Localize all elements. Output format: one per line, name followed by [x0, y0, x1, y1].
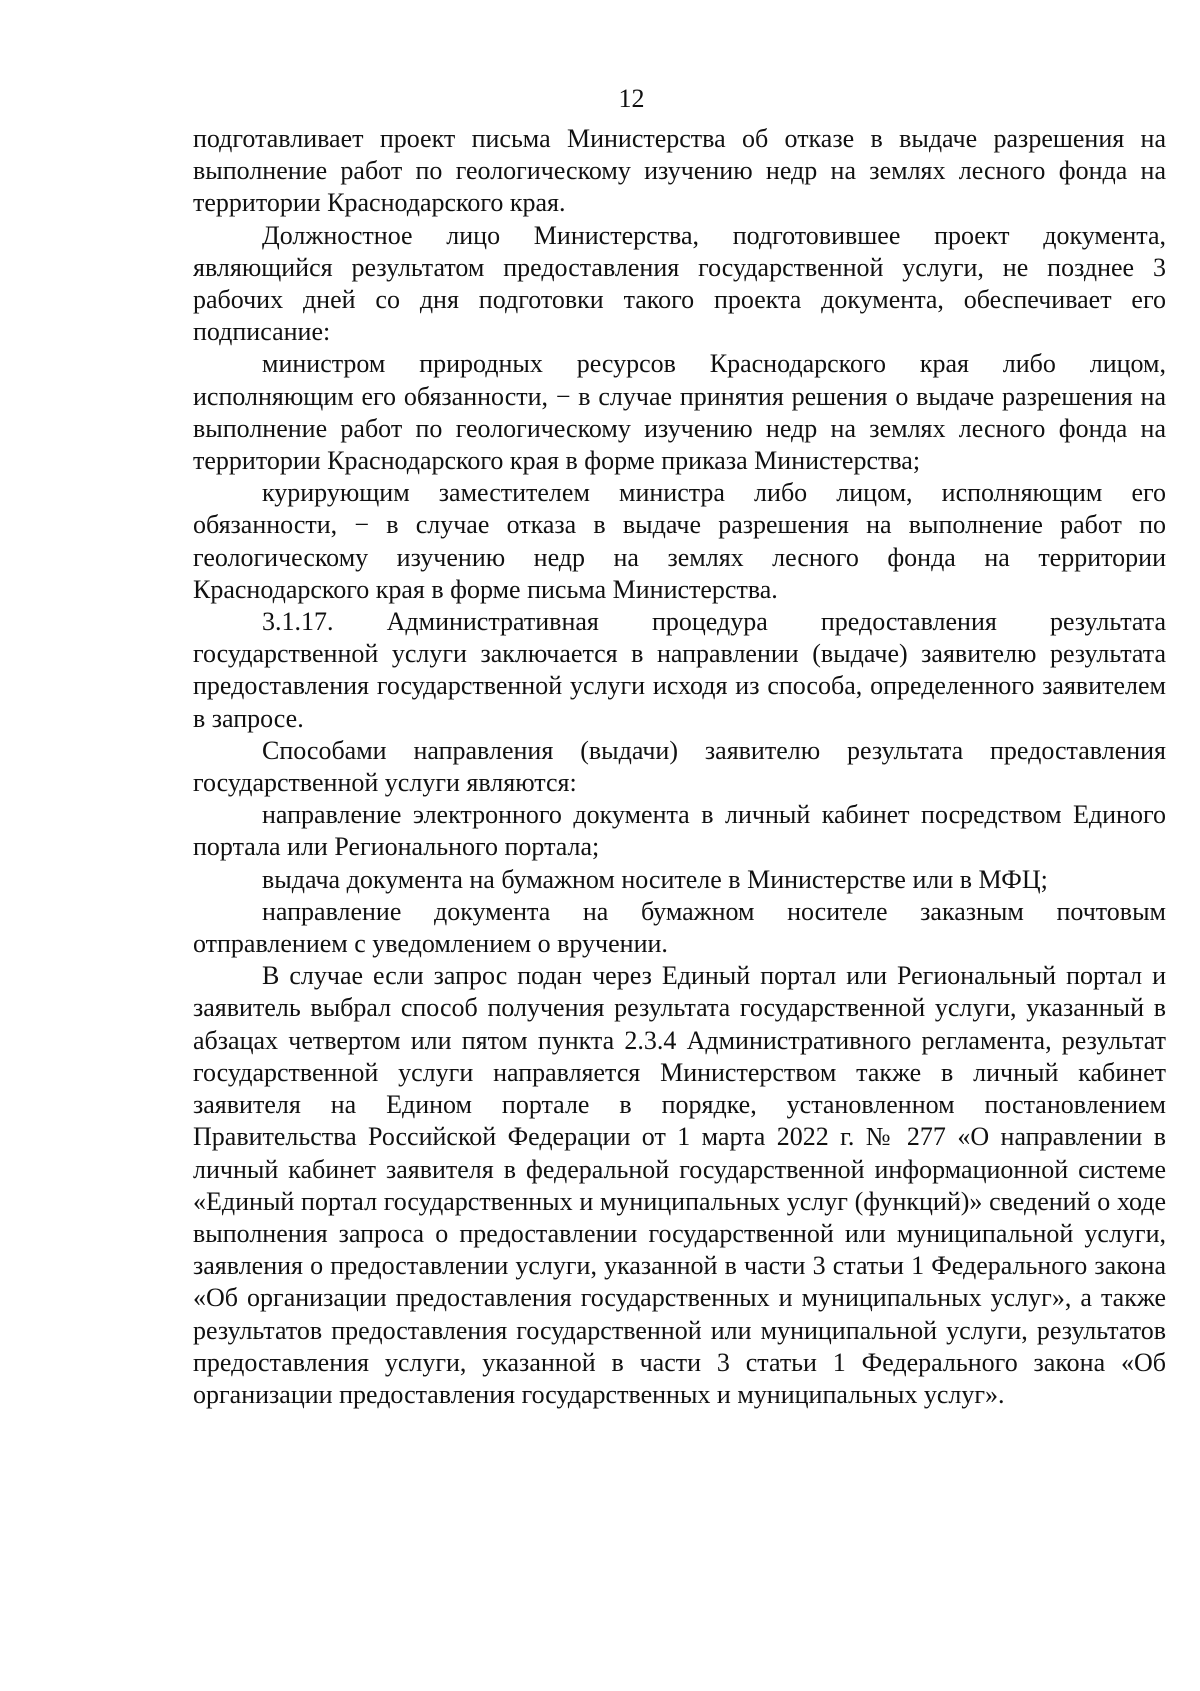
paragraph: подготавливает проект письма Министерства об отказе в выдаче разрешения на выполнение работ по геологическому изучению недр на землях лесного фонда на территории Краснодарского края. [193, 124, 1166, 218]
paragraph: В случае если запрос подан через Единый портал или Региональный портал и заявитель выбрал способ получения результата государственной услуги, указанный в абзацах четвертом или пятом пункта 2.3.4 Административного регламента, результат государственной услуги направляется Министерством также в личный кабинет заявителя на Едином портале в порядке, установленном постановлением Правительства Российской Федерации от 1 марта 2022 г. № 277 «О направлении в личный кабинет заявителя в федеральной государственной информационной системе «Единый портал государственных и муниципальных услуг (функций)» сведений о ходе выполнения запроса о предоставлении государственной или муниципальной услуги, заявления о предоставлении услуги, указанной в части 3 статьи 1 Федерального закона «Об организации предоставления государственных и муниципальных услуг», а также результатов предоставления государственной или муниципальной услуги, результатов предоставления услуги, указанной в части 3 статьи 1 Федерального закона «Об организации предоставления государственных и муниципальных услуг». [193, 961, 1166, 1409]
paragraph: 3.1.17. Административная процедура предоставления результата государственной услуги заключается в направлении (выдаче) заявителю результата предоставления государственной услуги исходя из способа, определенного заявителем в запросе. [193, 607, 1166, 733]
paragraph: курирующим заместителем министра либо лицом, исполняющим его обязанности, − в случае отказа в выдаче разрешения на выполнение работ по геологическому изучению недр на землях лесного фонда на территории Краснодарского края в форме письма Министерства. [193, 478, 1166, 604]
document-body [193, 123, 1166, 1411]
paragraph: Должностное лицо Министерства, подготовившее проект документа, являющийся результатом предоставления государственной услуги, не позднее 3 рабочих дней со дня подготовки такого проекта документа, обеспечивает его подписание: [193, 220, 1166, 347]
paragraph: выдача документа на бумажном носителе в Министерстве или в МФЦ; [262, 864, 1048, 894]
page-number: 12 [618, 84, 645, 113]
paragraph: направление электронного документа в личный кабинет посредством Единого портала или Регионального портала; [193, 800, 1166, 862]
paragraph: министром природных ресурсов Краснодарского края либо лицом, исполняющим его обязанности, − в случае принятия решения о выдаче разрешения на выполнение работ по геологическому изучению недр на землях лесного фонда на территории Краснодарского края в форме приказа Министерства; [193, 349, 1166, 476]
paragraph: Способами направления (выдачи) заявителю результата предоставления государственной услуги являются: [193, 735, 1166, 798]
paragraph: направление документа на бумажном носителе заказным почтовым отправлением с уведомлением о вручении. [193, 896, 1166, 959]
